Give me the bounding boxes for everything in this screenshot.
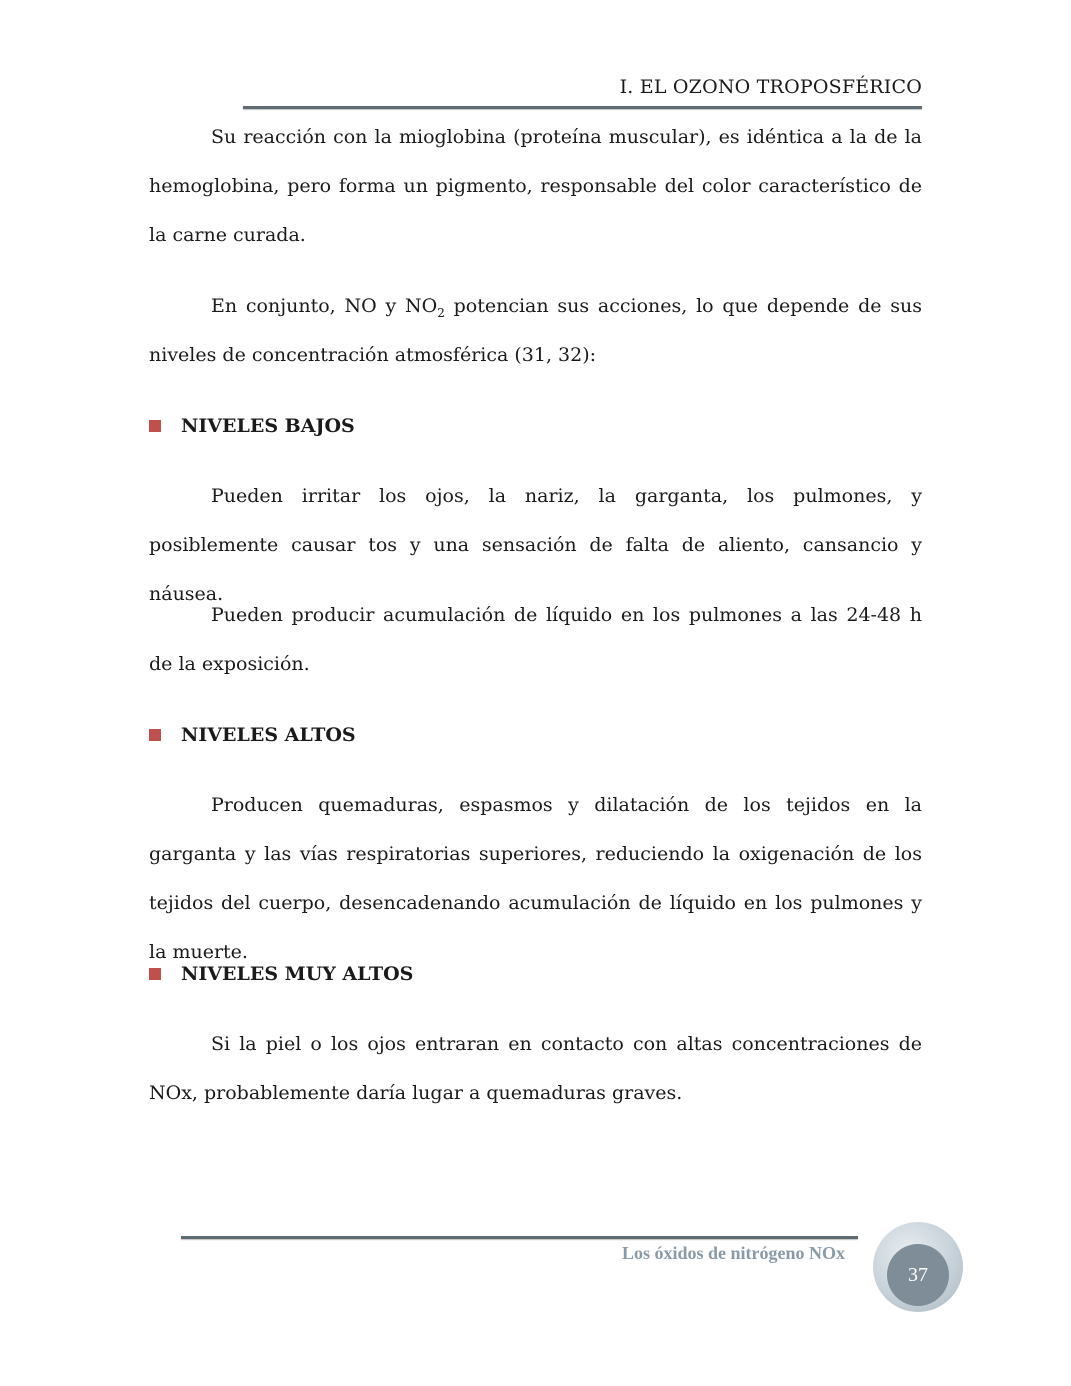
subscript: 2 (437, 305, 445, 320)
paragraph-text: Producen quemaduras, espasmos y dilatación de los tejidos en la garganta y las vías respiratorias superiores, reduciendo la oxigenación de los tejidos del cuerpo, desencadenando acumulación de líquido en los pulmones y la muerte. (149, 794, 922, 963)
paragraph-text-part: potencian sus acciones, lo que depende de sus niveles de concentración atmosférica (31, 32): (149, 295, 922, 366)
page-number: 37 (887, 1244, 949, 1306)
square-bullet-icon (149, 729, 161, 741)
paragraph-no-no2 (149, 282, 922, 380)
running-header-title: I. EL OZONO TROPOSFÉRICO (619, 76, 922, 98)
square-bullet-icon (149, 420, 161, 432)
paragraph-text: Si la piel o los ojos entraran en contacto con altas concentraciones de NOx, probablemente daría lugar a quemaduras graves. (149, 1033, 922, 1104)
paragraph-quemaduras (149, 781, 922, 977)
square-bullet-icon (149, 968, 161, 980)
paragraph-text (149, 282, 922, 380)
heading-text: NIVELES MUY ALTOS (181, 963, 414, 985)
header-rule (243, 106, 922, 109)
paragraph-acumulacion (149, 591, 922, 689)
paragraph-piel-ojos (149, 1020, 922, 1118)
heading-niveles-bajos (149, 414, 355, 438)
heading-text: NIVELES BAJOS (181, 415, 355, 437)
heading-niveles-altos (149, 723, 356, 747)
paragraph-text: Pueden producir acumulación de líquido en los pulmones a las 24-48 h de la exposición. (149, 604, 922, 675)
footer-rule (181, 1236, 858, 1239)
paragraph-text: Su reacción con la mioglobina (proteína muscular), es idéntica a la de la hemoglobina, pero forma un pigmento, responsable del color característico de la carne curada. (149, 126, 922, 246)
paragraph-text-part: En conjunto, NO y NO (211, 295, 438, 317)
page-number-badge (873, 1222, 963, 1312)
heading-text: NIVELES ALTOS (181, 724, 356, 746)
footer-title: Los óxidos de nitrógeno NOx (621, 1243, 845, 1263)
paragraph-text: Pueden irritar los ojos, la nariz, la garganta, los pulmones, y posiblemente causar tos y una sensación de falta de aliento, cansancio y náusea. (149, 485, 922, 605)
paragraph-mioglobina (149, 113, 922, 260)
heading-niveles-muy-altos (149, 962, 413, 986)
